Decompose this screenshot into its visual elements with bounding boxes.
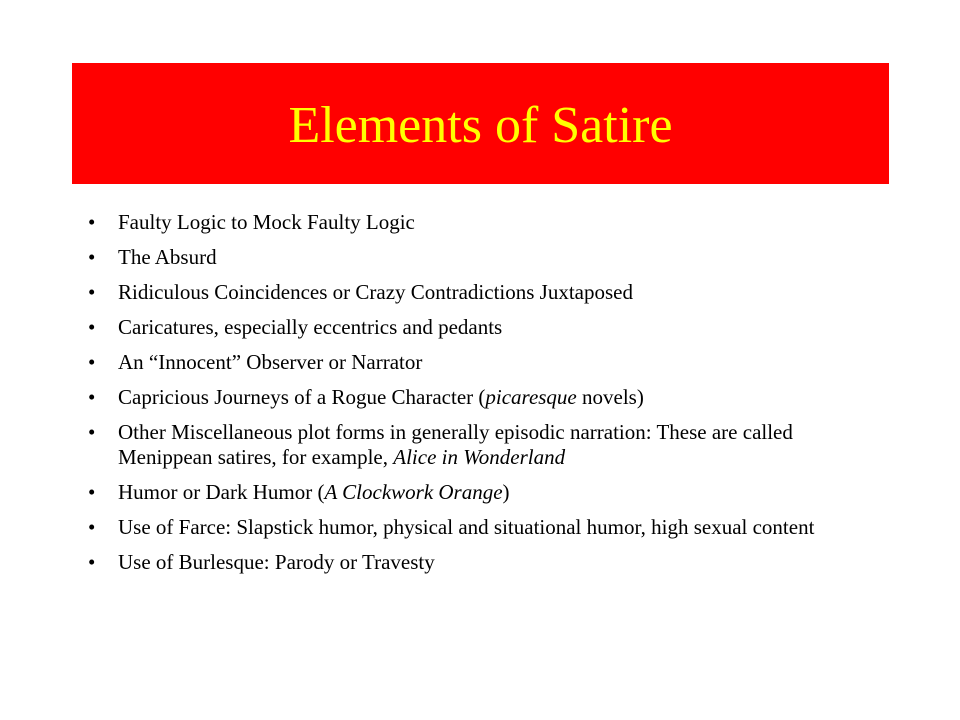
bullet-text xyxy=(118,480,510,504)
text-segment: Capricious Journeys of a Rogue Character ( xyxy=(118,385,486,409)
text-segment: Other Miscellaneous plot forms in generally episodic narration: These are called Menippean satires, for example, xyxy=(118,420,793,469)
bullet-text xyxy=(118,420,793,469)
text-segment: Ridiculous Coincidences or Crazy Contradictions Juxtaposed xyxy=(118,280,633,304)
text-segment: The Absurd xyxy=(118,245,217,269)
bullet-item xyxy=(88,350,888,375)
bullet-text xyxy=(118,245,217,269)
bullet-text xyxy=(118,210,415,234)
bullet-item xyxy=(88,315,888,340)
text-segment: novels) xyxy=(576,385,644,409)
text-segment: Use of Farce: Slapstick humor, physical and situational humor, high sexual content xyxy=(118,515,815,539)
bullet-text xyxy=(118,315,502,339)
bullet-item xyxy=(88,385,888,410)
bullet-text xyxy=(118,515,814,539)
bullet-item xyxy=(88,480,888,505)
text-segment: An “Innocent” Observer or Narrator xyxy=(118,350,423,374)
text-segment: Use of Burlesque: Parody or Travesty xyxy=(118,550,435,574)
bullet-item xyxy=(88,245,888,270)
bullet-item xyxy=(88,420,888,470)
bullet-item xyxy=(88,280,888,305)
bullet-item xyxy=(88,550,888,575)
text-segment: ) xyxy=(502,480,510,504)
italic-title: Alice in Wonderland xyxy=(393,445,566,469)
bullet-text xyxy=(118,350,422,374)
text-segment: Humor or Dark Humor ( xyxy=(118,480,325,504)
bullet-item xyxy=(88,515,888,540)
text-segment: Faulty Logic to Mock Faulty Logic xyxy=(118,210,415,234)
text-segment: Caricatures, especially eccentrics and pedants xyxy=(118,315,503,339)
bullet-list xyxy=(88,210,888,585)
italic-title: picaresque xyxy=(485,385,577,409)
bullet-text xyxy=(118,385,644,409)
bullet-text xyxy=(118,550,435,574)
bullet-item xyxy=(88,210,888,235)
italic-title: A Clockwork Orange xyxy=(324,480,503,504)
bullet-text xyxy=(118,280,633,304)
title-banner xyxy=(72,63,889,184)
slide-title: Elements of Satire xyxy=(288,96,673,154)
